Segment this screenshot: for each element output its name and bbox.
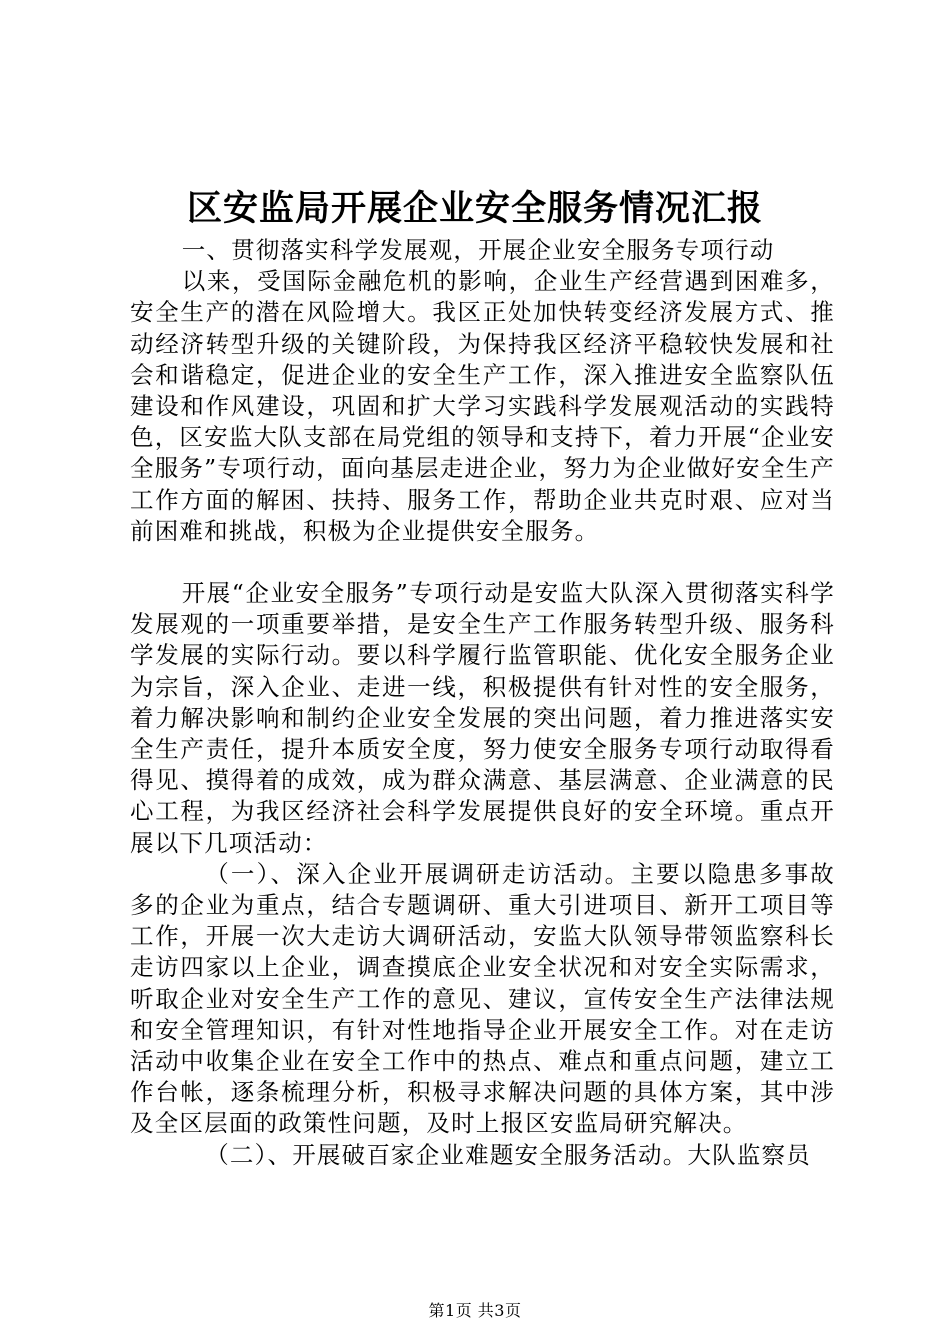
paragraph: 以来，受国际金融危机的影响，企业生产经营遇到困难多，安全生产的潜在风险增大。我区正处加快转变经济发展方式、推动经济转型升级的关键阶段，为保持我区经济平稳较快发展和社会和谐稳定，促进企业的安全生产工作，深入推进安全监察队伍建设和作风建设，巩固和扩大学习实践科学发展观活动的实践特色，区安监大队支部在局党组的领导和支持下，着力开展“企业安全服务”专项行动，面向基层走进企业，努力为企业做好安全生产工作方面的解困、扶持、服务工作，帮助企业共克时艰、应对当前困难和挑战，积极为企业提供安全服务。 [130, 267, 835, 545]
paragraph: （一）、深入企业开展调研走访活动。主要以隐患多事故多的企业为重点，结合专题调研、重大引进项目、新开工项目等工作，开展一次大走访大调研活动，安监大队领导带领监察科长走访四家以上企业，调查摸底企业安全状况和对安全实际需求，听取企业对安全生产工作的意见、建议，宣传安全生产法律法规和安全管理知识，有针对性地指导企业开展安全工作。对在走访活动中收集企业在安全工作中的热点、难点和重点问题，建立工作台帐，逐条梳理分析，积极寻求解决问题的具体方案，其中涉及全区层面的政策性问题，及时上报区安监局研究解决。 [130, 859, 835, 1138]
paragraph: 开展“企业安全服务”专项行动是安监大队深入贯彻落实科学发展观的一项重要举措，是安全生产工作服务转型升级、服务科学发展的实际行动。要以科学履行监管职能、优化安全服务企业为宗旨，深入企业、走进一线，积极提供有针对性的安全服务，着力解决影响和制约企业安全发展的突出问题，着力推进落实安全生产责任，提升本质安全度，努力使安全服务专项行动取得看得见、摸得着的成效，成为群众满意、基层满意、企业满意的民心工程，为我区经济社会科学发展提供良好的安全环境。重点开展以下几项活动： [130, 579, 835, 857]
paragraph: （二）、开展破百家企业难题安全服务活动。大队监察员 [205, 1140, 811, 1169]
paragraph-gap [130, 547, 835, 578]
document-body [130, 235, 835, 1171]
page-title: 区安监局开展企业安全服务情况汇报 [186, 188, 763, 229]
page-number-footer: 第1页 共3页 [428, 1301, 522, 1320]
section-heading: 一、贯彻落实科学发展观，开展企业安全服务专项行动 [181, 236, 775, 264]
